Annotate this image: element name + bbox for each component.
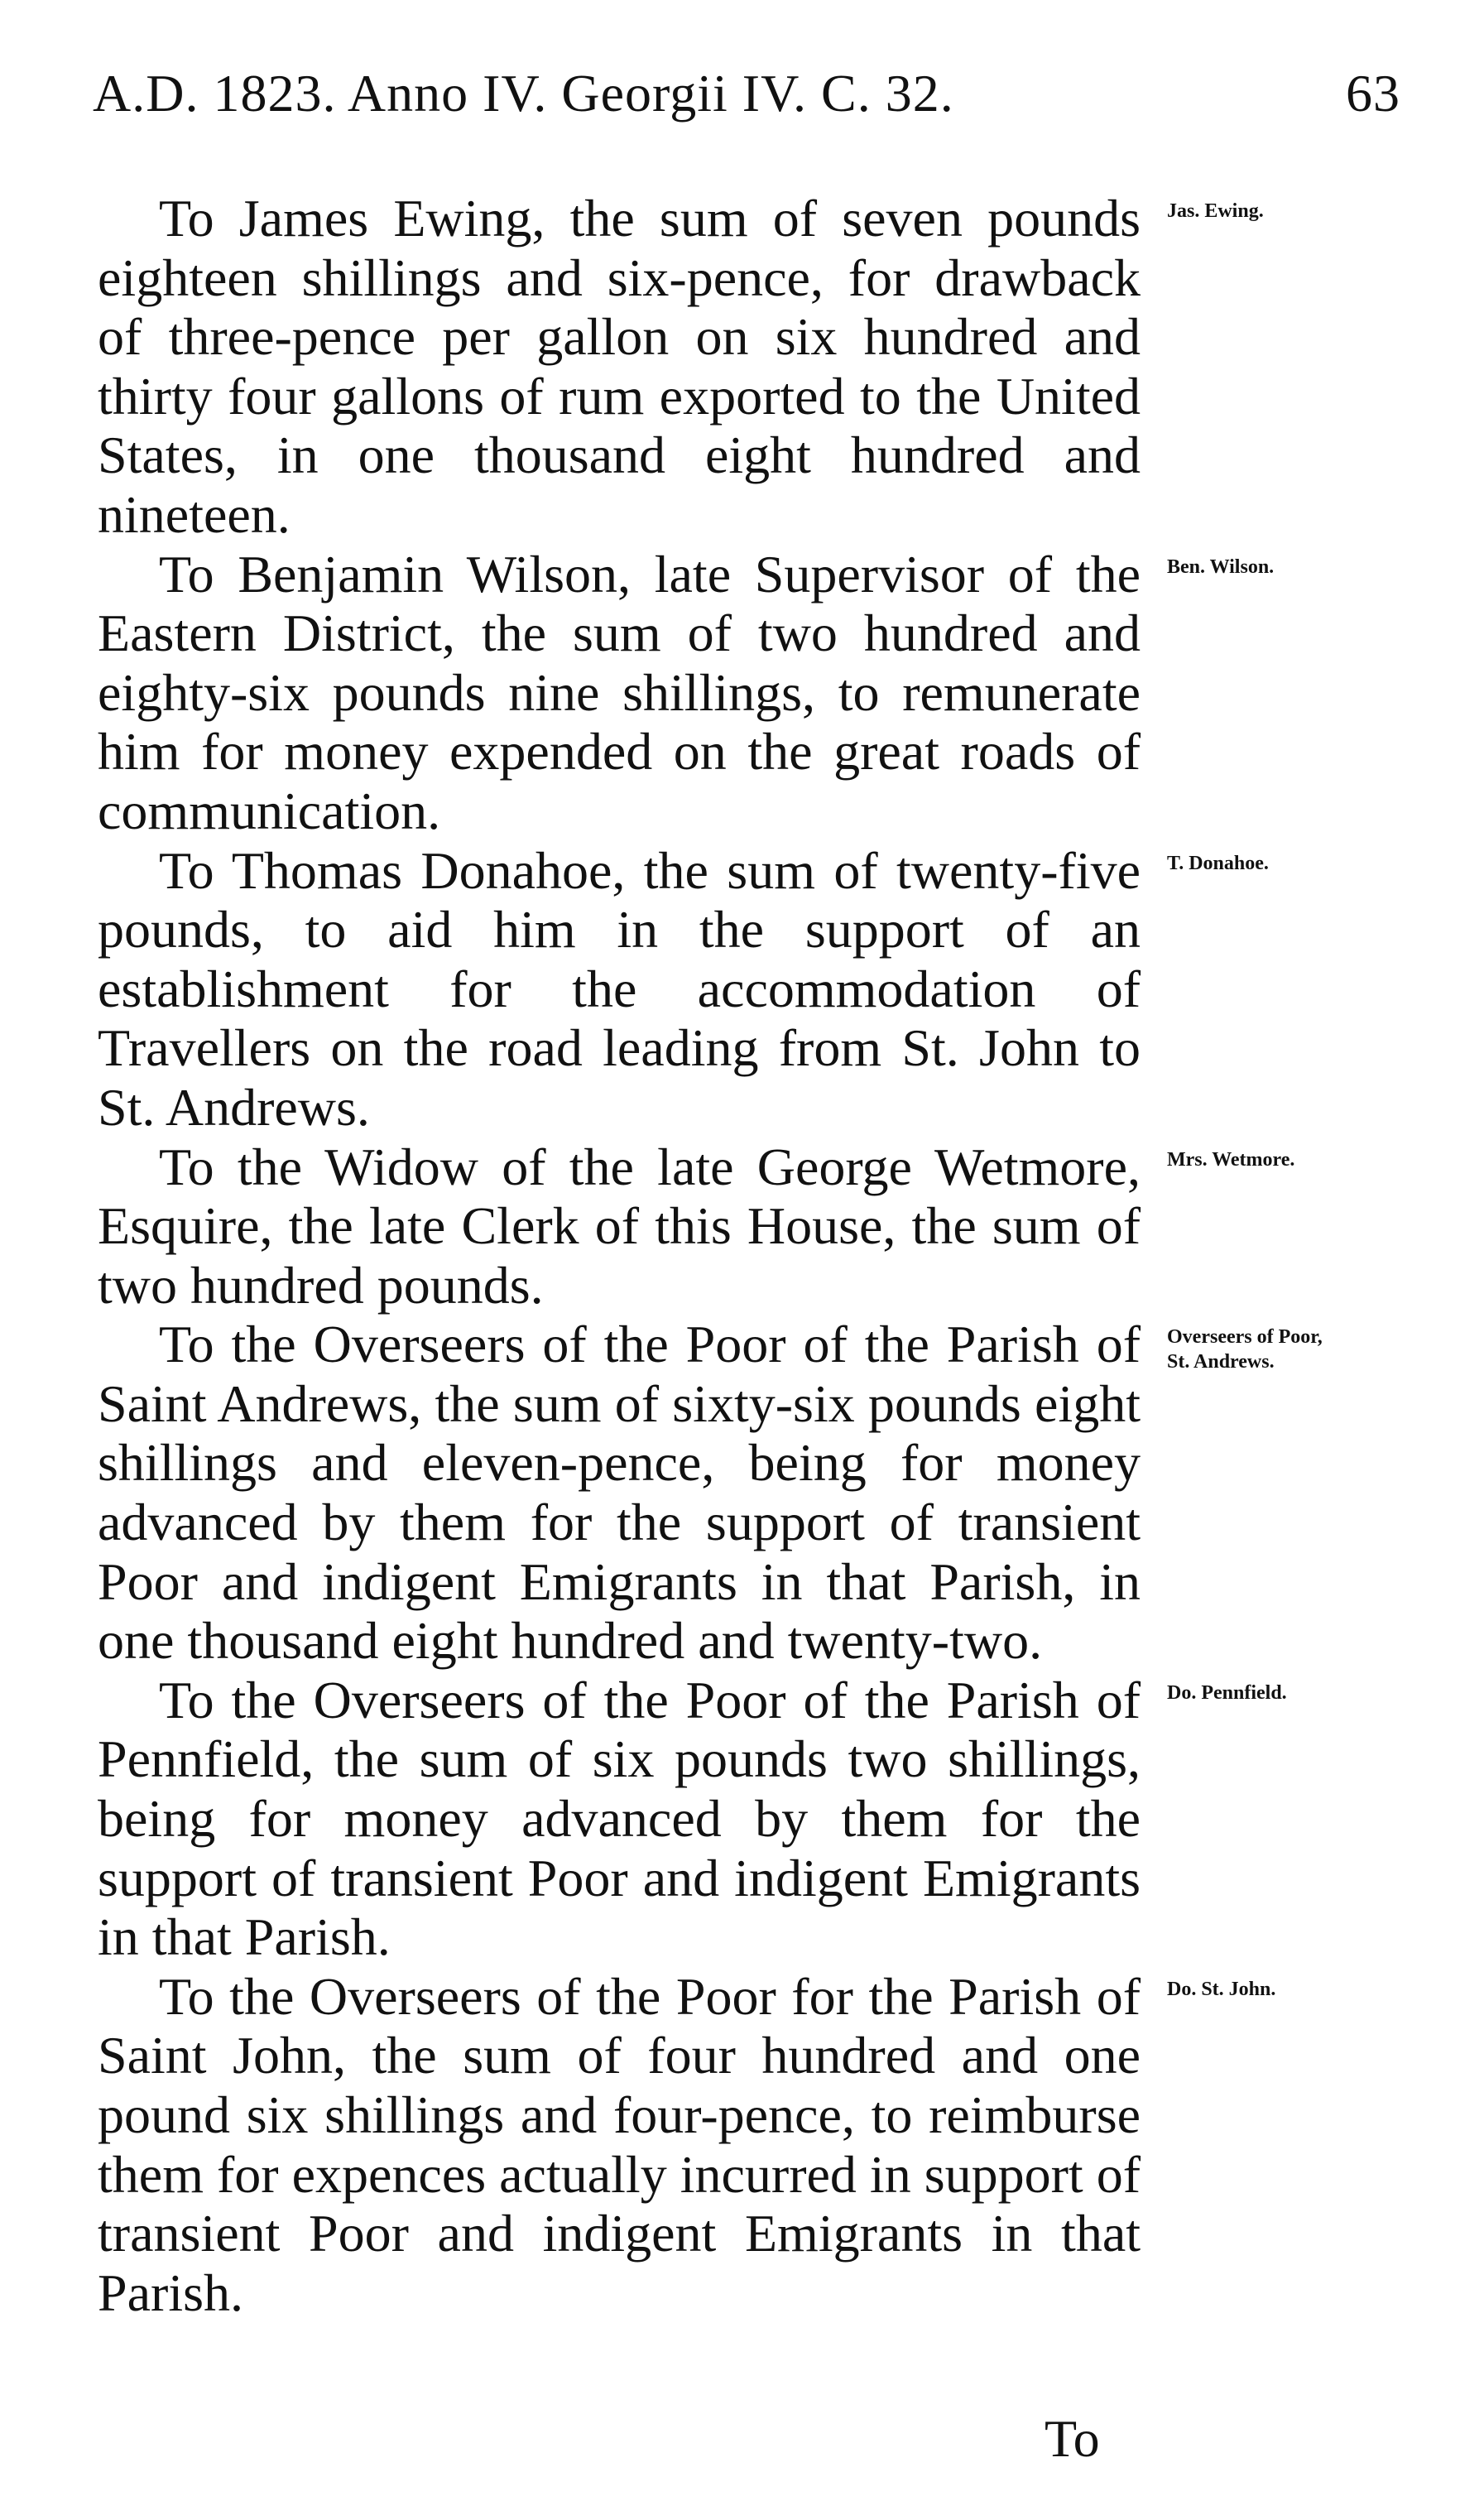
running-head: [93, 56, 1400, 131]
entry-thomas-donahoe: [98, 840, 1269, 1137]
margin-note: Ben. Wilson.: [1167, 555, 1275, 578]
entry-text: To the Overseers of the Poor for the Parish of Saint John, the sum of four hundred and one pound six shillings and four-pence, to reimburse them for expences actually incurred in support of transient Poor and indigent Emigrants in that Parish.: [98, 1966, 1141, 2322]
entry-overseers-st-andrews: [98, 1315, 1323, 1671]
running-head-title: A.D. 1823. Anno IV. Georgii IV. C. 32.: [93, 64, 954, 123]
entry-text: To Benjamin Wilson, late Supervisor of the Eastern District, the sum of two hundred and eighty-six pounds nine shillings, to remunerate him for money expended on the great roads of communication.: [98, 544, 1141, 840]
entry-text: To the Overseers of the Poor of the Parish of Pennfield, the sum of six pounds two shillings, being for money advanced by them for the support of transient Poor and indigent Emigrants in that Parish.: [98, 1670, 1141, 1967]
margin-note: Do. Pennfield.: [1167, 1681, 1287, 1704]
margin-note: Jas. Ewing.: [1167, 200, 1264, 222]
page-number: 63: [1346, 64, 1400, 123]
margin-note: Do. St. John.: [1167, 1978, 1276, 2000]
entry-text: To James Ewing, the sum of seven pounds eighteen shillings and six-pence, for drawback of three-pence per gallon on six hundred and thirty four gallons of rum exported to the United States, in one thousand eight hundred and nineteen.: [98, 189, 1141, 544]
margin-note: Mrs. Wetmore.: [1167, 1148, 1295, 1171]
margin-note: Overseers of Poor, St. Andrews.: [1167, 1326, 1323, 1373]
entry-overseers-pennfield: [98, 1670, 1287, 1967]
entry-widow-wetmore: [98, 1137, 1295, 1315]
entry-text: To the Widow of the late George Wetmore, Esquire, the late Clerk of this House, the sum of two hundred pounds.: [98, 1137, 1141, 1315]
entry-james-ewing: [98, 189, 1264, 545]
entry-text: To Thomas Donahoe, the sum of twenty-five pounds, to aid him in the support of an establishment for the accommodation of Travellers on the road leading from St. John to St. Andrews.: [98, 840, 1141, 1137]
catchword: To: [1045, 2409, 1100, 2468]
entry-text: To the Overseers of the Poor of the Parish of Saint Andrews, the sum of sixty-six pounds eight shillings and eleven-pence, being for money advanced by them for the support of transient Poor and indigent Emigrants in that Parish, in one thousand eight hundred and twenty-two.: [98, 1315, 1141, 1671]
entry-benjamin-wilson: [98, 544, 1275, 841]
margin-note: T. Donahoe.: [1167, 852, 1269, 874]
entry-overseers-saint-john: [98, 1966, 1276, 2323]
body-text: [98, 189, 1323, 2322]
